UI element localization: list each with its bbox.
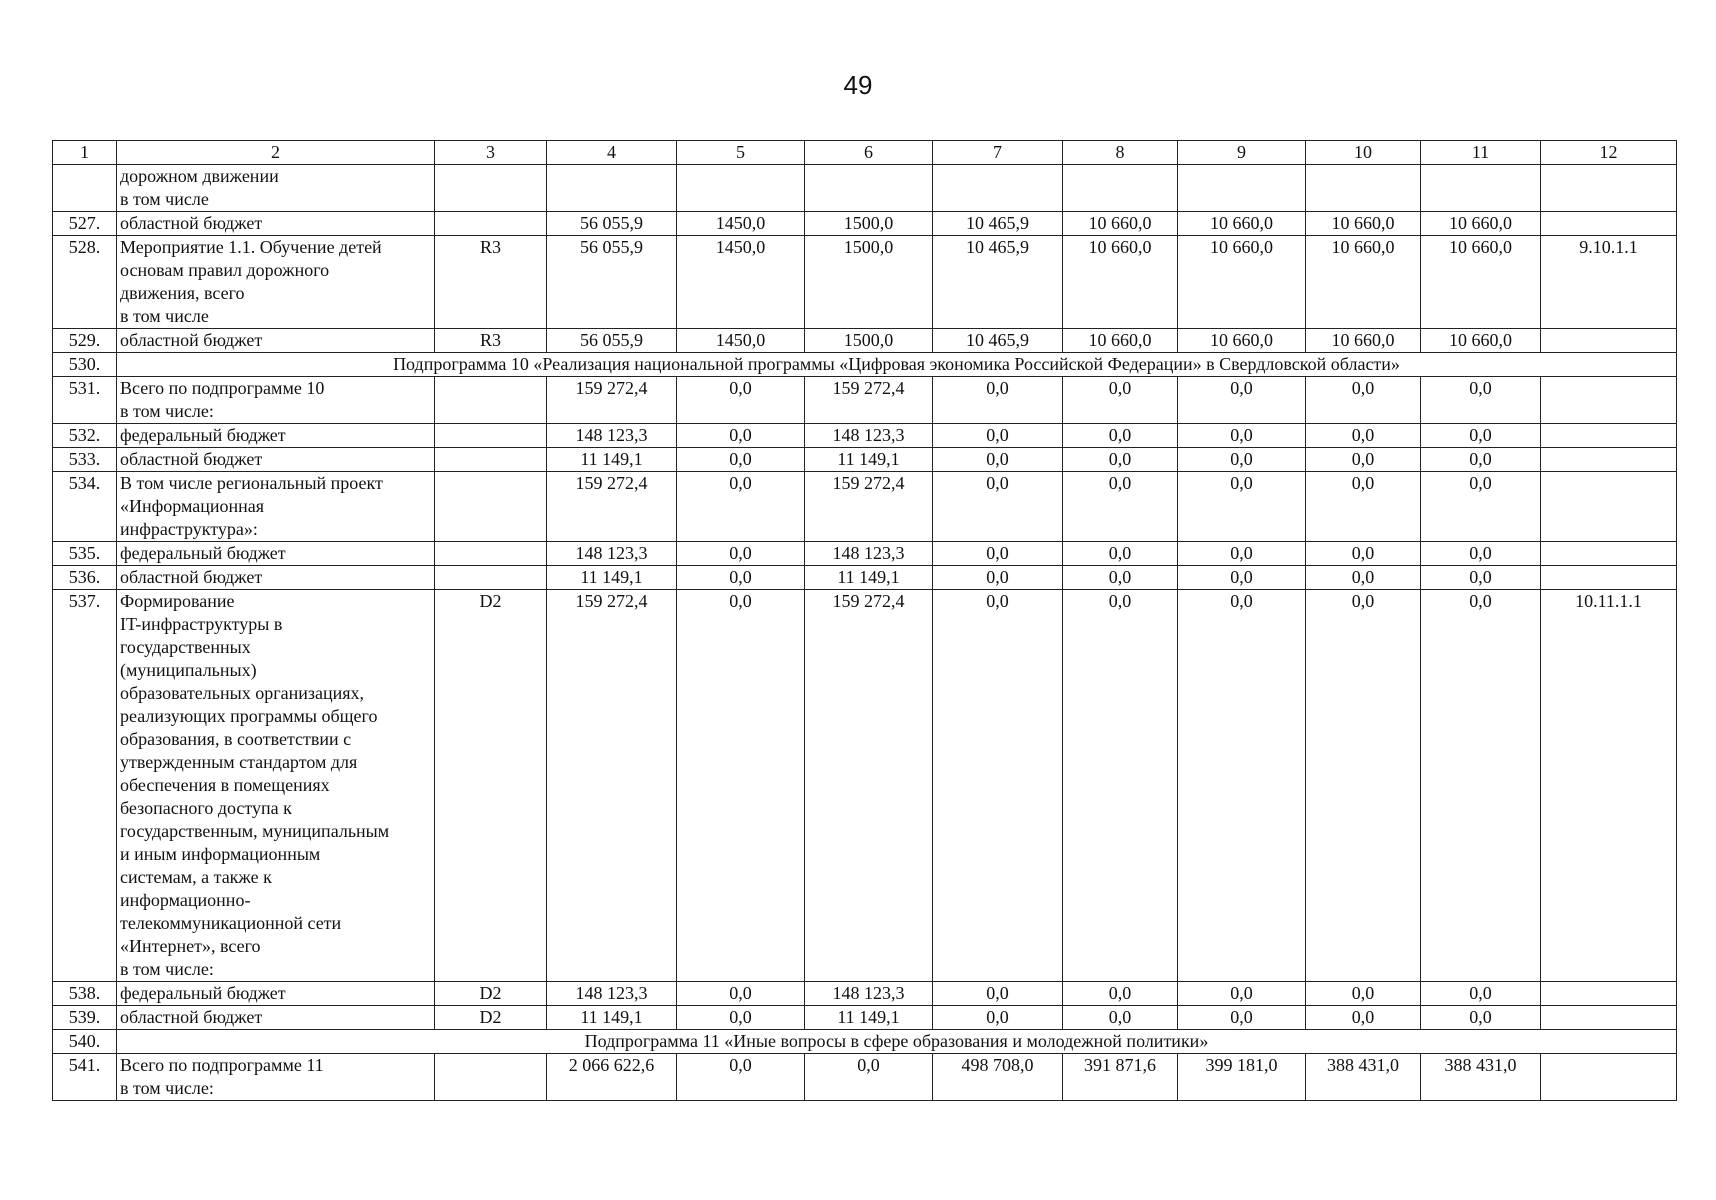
value-cell: 0,0: [677, 542, 805, 566]
value-cell: [1178, 165, 1306, 212]
value-cell: 11 149,1: [547, 448, 677, 472]
value-cell: 0,0: [1063, 542, 1178, 566]
value-cell: 0,0: [1178, 424, 1306, 448]
value-cell: 0,0: [1063, 566, 1178, 590]
table-header-row: [53, 141, 1677, 165]
row-name-line: в том числе:: [120, 401, 214, 421]
value-cell: 498 708,0: [933, 1054, 1063, 1101]
table-row: [53, 982, 1677, 1006]
row-number: 537.: [53, 590, 117, 982]
row-number: 541.: [53, 1054, 117, 1101]
row-name: [117, 377, 435, 424]
value-cell: 0,0: [933, 472, 1063, 542]
value-cell: 0,0: [1178, 472, 1306, 542]
row-number: 530.: [53, 353, 117, 377]
row-number: 534.: [53, 472, 117, 542]
target-index: [1541, 542, 1677, 566]
row-name-line: образования, в соответствии с: [120, 729, 352, 749]
row-name-line: Всего по подпрограмме 11: [120, 1055, 324, 1075]
value-cell: 56 055,9: [547, 236, 677, 329]
row-name-line: системам, а также к: [120, 867, 272, 887]
header-cell: 10: [1306, 141, 1421, 165]
table-row: [53, 542, 1677, 566]
table-row: [53, 448, 1677, 472]
value-cell: [547, 165, 677, 212]
table-row: [53, 236, 1677, 329]
value-cell: 1500,0: [805, 329, 933, 353]
row-number: 527.: [53, 212, 117, 236]
table-row: [53, 1006, 1677, 1030]
row-code: R3: [435, 329, 547, 353]
value-cell: 0,0: [933, 424, 1063, 448]
value-cell: 0,0: [1178, 448, 1306, 472]
value-cell: 11 149,1: [805, 1006, 933, 1030]
row-name-line: областной бюджет: [120, 567, 263, 587]
value-cell: 0,0: [1063, 1006, 1178, 1030]
header-cell: 11: [1421, 141, 1541, 165]
value-cell: 148 123,3: [547, 424, 677, 448]
value-cell: 10 660,0: [1178, 329, 1306, 353]
budget-table: [52, 140, 1677, 1101]
value-cell: 0,0: [1421, 424, 1541, 448]
value-cell: 10 660,0: [1178, 236, 1306, 329]
value-cell: 0,0: [1421, 982, 1541, 1006]
value-cell: 399 181,0: [1178, 1054, 1306, 1101]
section-row: [53, 1030, 1677, 1054]
value-cell: 0,0: [1178, 1006, 1306, 1030]
value-cell: 10 465,9: [933, 212, 1063, 236]
value-cell: 0,0: [933, 542, 1063, 566]
value-cell: 0,0: [1306, 424, 1421, 448]
value-cell: 11 149,1: [547, 566, 677, 590]
target-index: [1541, 424, 1677, 448]
row-name: [117, 212, 435, 236]
row-number: 533.: [53, 448, 117, 472]
section-title: Подпрограмма 10 «Реализация национальной программы «Цифровая экономика Российской Федерации» в Свердловской области»: [117, 353, 1677, 377]
row-number: 531.: [53, 377, 117, 424]
row-name: [117, 1054, 435, 1101]
row-name: [117, 566, 435, 590]
target-index: [1541, 448, 1677, 472]
value-cell: 0,0: [933, 590, 1063, 982]
value-cell: 0,0: [1178, 590, 1306, 982]
value-cell: 0,0: [1421, 566, 1541, 590]
value-cell: 0,0: [1306, 377, 1421, 424]
row-name: [117, 448, 435, 472]
value-cell: 0,0: [805, 1054, 933, 1101]
row-name-line: в том числе: [120, 189, 209, 209]
value-cell: 0,0: [1306, 472, 1421, 542]
target-index: [1541, 982, 1677, 1006]
value-cell: 159 272,4: [547, 590, 677, 982]
value-cell: 388 431,0: [1421, 1054, 1541, 1101]
value-cell: 0,0: [1063, 448, 1178, 472]
table-row: [53, 212, 1677, 236]
row-name: [117, 1006, 435, 1030]
value-cell: 1500,0: [805, 236, 933, 329]
value-cell: 10 660,0: [1063, 236, 1178, 329]
target-index: [1541, 1054, 1677, 1101]
row-name-line: телекоммуникационной сети: [120, 913, 342, 933]
value-cell: 0,0: [1306, 982, 1421, 1006]
row-number: [53, 165, 117, 212]
row-name: [117, 982, 435, 1006]
value-cell: 0,0: [1178, 542, 1306, 566]
row-name-line: областной бюджет: [120, 449, 263, 469]
row-name: [117, 424, 435, 448]
row-code: [435, 472, 547, 542]
row-name-line: государственным, муниципальным: [120, 821, 390, 841]
row-code: D2: [435, 590, 547, 982]
value-cell: 1450,0: [677, 212, 805, 236]
value-cell: 0,0: [1421, 448, 1541, 472]
value-cell: 0,0: [933, 982, 1063, 1006]
value-cell: 11 149,1: [805, 566, 933, 590]
section-row: [53, 353, 1677, 377]
value-cell: 0,0: [933, 566, 1063, 590]
row-name-line: Формирование: [120, 591, 235, 611]
row-name: [117, 590, 435, 982]
row-name-line: реализующих программы общего: [120, 706, 378, 726]
row-code: [435, 377, 547, 424]
value-cell: 10 465,9: [933, 329, 1063, 353]
value-cell: 0,0: [1063, 424, 1178, 448]
header-cell: 5: [677, 141, 805, 165]
row-name-line: образовательных организациях,: [120, 683, 364, 703]
value-cell: 0,0: [933, 1006, 1063, 1030]
row-name-line: IT-инфраструктуры в: [120, 614, 283, 634]
value-cell: 10 660,0: [1063, 212, 1178, 236]
target-index: [1541, 377, 1677, 424]
value-cell: 10 660,0: [1306, 329, 1421, 353]
row-code: [435, 424, 547, 448]
value-cell: [1421, 165, 1541, 212]
value-cell: 0,0: [1178, 377, 1306, 424]
value-cell: [1306, 165, 1421, 212]
row-number: 532.: [53, 424, 117, 448]
value-cell: 0,0: [677, 566, 805, 590]
row-code: D2: [435, 982, 547, 1006]
target-index: [1541, 472, 1677, 542]
value-cell: 2 066 622,6: [547, 1054, 677, 1101]
target-index: [1541, 329, 1677, 353]
row-name-line: в том числе:: [120, 959, 214, 979]
row-name-line: обеспечения в помещениях: [120, 775, 330, 795]
value-cell: [1063, 165, 1178, 212]
value-cell: 10 465,9: [933, 236, 1063, 329]
value-cell: 159 272,4: [805, 377, 933, 424]
value-cell: 11 149,1: [805, 448, 933, 472]
value-cell: 0,0: [933, 448, 1063, 472]
table-body: [53, 141, 1677, 1101]
value-cell: [805, 165, 933, 212]
row-name-line: (муниципальных): [120, 660, 257, 680]
value-cell: 148 123,3: [547, 982, 677, 1006]
value-cell: 388 431,0: [1306, 1054, 1421, 1101]
row-number: 540.: [53, 1030, 117, 1054]
row-name-line: «Информационная: [120, 496, 265, 516]
row-name: [117, 236, 435, 329]
header-cell: 9: [1178, 141, 1306, 165]
table-row: [53, 424, 1677, 448]
value-cell: 10 660,0: [1306, 236, 1421, 329]
target-index: [1541, 212, 1677, 236]
value-cell: 10 660,0: [1421, 236, 1541, 329]
row-name-line: В том числе региональный проект: [120, 473, 383, 493]
value-cell: [677, 165, 805, 212]
row-name-line: федеральный бюджет: [120, 983, 286, 1003]
row-name-line: в том числе: [120, 306, 209, 326]
value-cell: 10 660,0: [1421, 329, 1541, 353]
value-cell: 10 660,0: [1178, 212, 1306, 236]
target-index: 10.11.1.1: [1541, 590, 1677, 982]
value-cell: 0,0: [1306, 542, 1421, 566]
row-name-line: областной бюджет: [120, 1007, 263, 1027]
value-cell: 0,0: [1306, 590, 1421, 982]
row-number: 536.: [53, 566, 117, 590]
value-cell: 0,0: [933, 377, 1063, 424]
row-name-line: государственных: [120, 637, 251, 657]
table-row: [53, 590, 1677, 982]
section-title: Подпрограмма 11 «Иные вопросы в сфере образования и молодежной политики»: [117, 1030, 1677, 1054]
value-cell: 0,0: [1421, 377, 1541, 424]
value-cell: 0,0: [1421, 542, 1541, 566]
row-name-line: информационно-: [120, 890, 251, 910]
table-row: [53, 329, 1677, 353]
row-name-line: в том числе:: [120, 1078, 214, 1098]
value-cell: 148 123,3: [805, 424, 933, 448]
row-name: [117, 329, 435, 353]
value-cell: 0,0: [677, 1006, 805, 1030]
value-cell: 159 272,4: [547, 377, 677, 424]
header-cell: 3: [435, 141, 547, 165]
header-cell: 7: [933, 141, 1063, 165]
value-cell: 0,0: [1306, 566, 1421, 590]
value-cell: 0,0: [677, 377, 805, 424]
row-name-line: дорожном движении: [120, 166, 279, 186]
value-cell: 0,0: [1063, 982, 1178, 1006]
value-cell: 11 149,1: [547, 1006, 677, 1030]
header-cell: 8: [1063, 141, 1178, 165]
value-cell: 0,0: [677, 472, 805, 542]
row-name: [117, 472, 435, 542]
value-cell: 10 660,0: [1421, 212, 1541, 236]
value-cell: 0,0: [677, 1054, 805, 1101]
value-cell: 56 055,9: [547, 212, 677, 236]
page-number: 49: [843, 70, 873, 100]
value-cell: 1450,0: [677, 236, 805, 329]
value-cell: 159 272,4: [547, 472, 677, 542]
table-row: [53, 1054, 1677, 1101]
row-number: 528.: [53, 236, 117, 329]
value-cell: 159 272,4: [805, 590, 933, 982]
row-name-line: федеральный бюджет: [120, 425, 286, 445]
value-cell: 10 660,0: [1063, 329, 1178, 353]
row-number: 529.: [53, 329, 117, 353]
row-code: [435, 542, 547, 566]
value-cell: 391 871,6: [1063, 1054, 1178, 1101]
row-number: 539.: [53, 1006, 117, 1030]
row-name-line: федеральный бюджет: [120, 543, 286, 563]
target-index: [1541, 566, 1677, 590]
value-cell: 0,0: [1421, 472, 1541, 542]
row-code: [435, 212, 547, 236]
value-cell: 0,0: [1178, 566, 1306, 590]
value-cell: 0,0: [1421, 1006, 1541, 1030]
row-code: [435, 165, 547, 212]
table-row: [53, 165, 1677, 212]
row-name-line: Мероприятие 1.1. Обучение детей: [120, 237, 382, 257]
row-name-line: Всего по подпрограмме 10: [120, 378, 325, 398]
target-index: [1541, 165, 1677, 212]
header-cell: 2: [117, 141, 435, 165]
value-cell: 0,0: [677, 590, 805, 982]
row-code: [435, 566, 547, 590]
row-name-line: основам правил дорожного: [120, 260, 330, 280]
header-cell: 12: [1541, 141, 1677, 165]
value-cell: 0,0: [1063, 590, 1178, 982]
header-cell: 6: [805, 141, 933, 165]
row-name-line: «Интернет», всего: [120, 936, 261, 956]
row-name-line: безопасного доступа к: [120, 798, 292, 818]
value-cell: 0,0: [677, 448, 805, 472]
value-cell: 148 123,3: [805, 982, 933, 1006]
row-name-line: и иным информационным: [120, 844, 321, 864]
value-cell: 148 123,3: [547, 542, 677, 566]
target-index: [1541, 1006, 1677, 1030]
target-index: 9.10.1.1: [1541, 236, 1677, 329]
value-cell: 159 272,4: [805, 472, 933, 542]
header-cell: 4: [547, 141, 677, 165]
row-name: [117, 165, 435, 212]
value-cell: 0,0: [1063, 472, 1178, 542]
row-number: 538.: [53, 982, 117, 1006]
value-cell: 0,0: [677, 424, 805, 448]
row-name-line: областной бюджет: [120, 330, 263, 350]
value-cell: 0,0: [1306, 1006, 1421, 1030]
value-cell: [933, 165, 1063, 212]
table-row: [53, 472, 1677, 542]
row-code: [435, 1054, 547, 1101]
row-number: 535.: [53, 542, 117, 566]
row-code: [435, 448, 547, 472]
value-cell: 1450,0: [677, 329, 805, 353]
row-name-line: инфраструктура»:: [120, 519, 258, 539]
table-row: [53, 377, 1677, 424]
value-cell: 148 123,3: [805, 542, 933, 566]
value-cell: 0,0: [1421, 590, 1541, 982]
row-name: [117, 542, 435, 566]
header-cell: 1: [53, 141, 117, 165]
row-code: D2: [435, 1006, 547, 1030]
value-cell: 0,0: [677, 982, 805, 1006]
value-cell: 0,0: [1306, 448, 1421, 472]
value-cell: 1500,0: [805, 212, 933, 236]
row-name-line: областной бюджет: [120, 213, 263, 233]
value-cell: 56 055,9: [547, 329, 677, 353]
table-row: [53, 566, 1677, 590]
value-cell: 10 660,0: [1306, 212, 1421, 236]
value-cell: 0,0: [1178, 982, 1306, 1006]
row-name-line: движения, всего: [120, 283, 245, 303]
value-cell: 0,0: [1063, 377, 1178, 424]
row-name-line: утвержденным стандартом для: [120, 752, 358, 772]
row-code: R3: [435, 236, 547, 329]
